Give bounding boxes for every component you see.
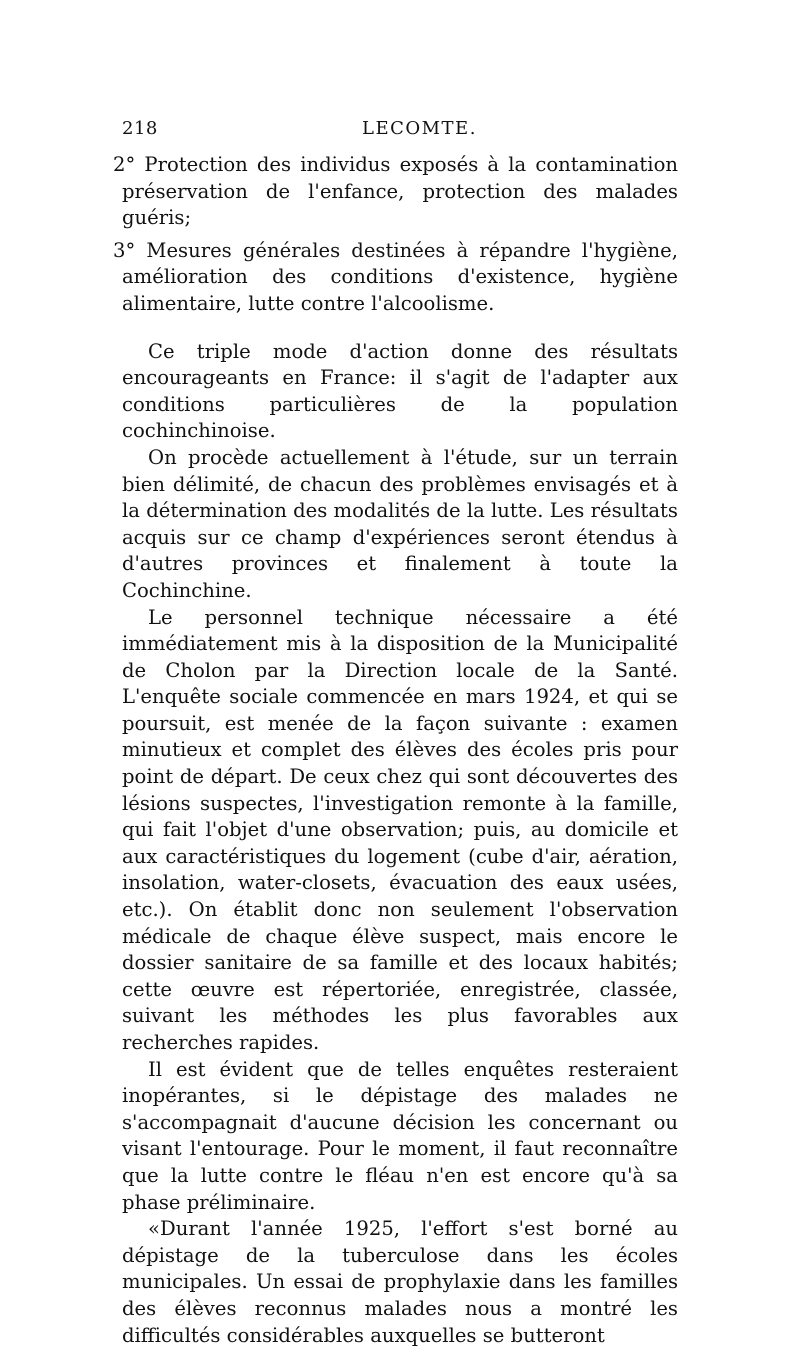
paragraph-etude: On procède actuellement à l'étude, sur un terrain bien délimité, de chacun des problèmes envisagés et à la détermination des modalités de la lutte. Les résultats acquis sur ce champ d'expériences seront étendus à d'autres provinces et finalement à toute la Cochinchine. <box>122 445 678 602</box>
paragraph-triple-mode: Ce triple mode d'action donne des résultats encourageants en France: il s'agit de l'adapter aux conditions particulières de la population cochinchinoise. <box>122 339 678 443</box>
list-item-mesures: 3° Mesures générales destinées à répandre l'hygiène, amélioration des conditions d'existence, hygiène alimentaire, lutte contre l'alcoolisme. <box>113 238 678 315</box>
page-number: 218 <box>122 118 158 139</box>
paragraph-personnel: Le personnel technique nécessaire a été immédiatement mis à la disposition de la Municipalité de Cholon par la Direction locale de la Santé. L'enquête sociale commencée en mars 1924, et qui se poursuit, est menée de la façon suivante : examen minutieux et complet des élèves des écoles pris pour point de départ. De ceux chez qui sont découvertes des lésions suspectes, l'investigation remonte à la famille, qui fait l'objet d'une observation; puis, au domicile et aux caractéristiques du logement (cube d'air, aération, insolation, water-closets, évacuation des eaux usées, etc.). On établit donc non seulement l'observation médicale de chaque élève suspect, mais encore le dossier sanitaire de sa famille et des locaux habités; cette œuvre est répertoriée, enregistrée, classée, suivant les méthodes les plus favorables aux recherches rapides. <box>122 605 678 1054</box>
body-text <box>113 152 678 1349</box>
list-item-protection: 2° Protection des individus exposés à la contamination préservation de l'enfance, protection des malades guéris; <box>113 153 678 230</box>
running-head: LECOMTE. <box>362 118 477 139</box>
paragraph-annee-1925: «Durant l'année 1925, l'effort s'est borné au dépistage de la tuberculose dans les écoles municipales. Un essai de prophylaxie dans les familles des élèves reconnus malades nous a montré les difficultés considérables auxquelles se butteront <box>122 1217 678 1347</box>
paragraph-enquetes: Il est évident que de telles enquêtes resteraient inopérantes, si le dépistage des malades ne s'accompagnait d'aucune décision les concernant ou visant l'entourage. Pour le moment, il faut reconnaître que la lutte contre le fléau n'en est encore qu'à sa phase préliminaire. <box>122 1057 678 1214</box>
page-header <box>122 118 682 148</box>
